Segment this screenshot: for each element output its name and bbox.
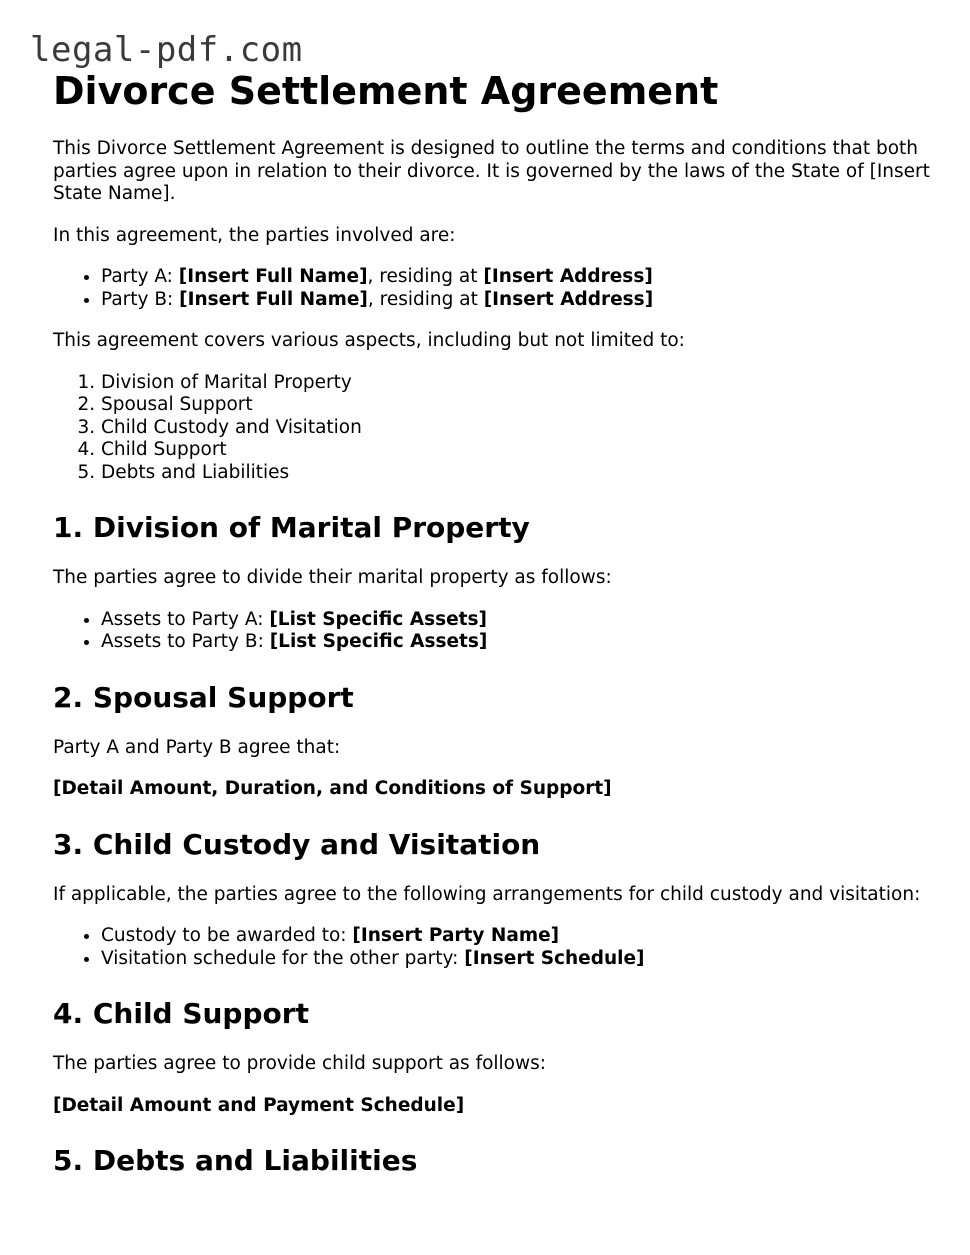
- item-label: Assets to Party A:: [101, 608, 270, 630]
- list-item: 4. Child Support: [101, 439, 933, 462]
- parties-list: [53, 266, 933, 311]
- item-value: [List Specific Assets]: [269, 631, 488, 652]
- section-heading-spousal: 2. Spousal Support: [53, 680, 354, 714]
- child-support-detail: [Detail Amount and Payment Schedule]: [53, 1094, 465, 1116]
- item-label: Visitation schedule for the other party:: [101, 947, 465, 969]
- item-value: [Insert Party Name]: [352, 925, 560, 946]
- party-mid: , residing at: [367, 288, 484, 310]
- custody-list: [53, 925, 933, 970]
- section-heading-debts: 5. Debts and Liabilities: [53, 1144, 418, 1177]
- property-list: [53, 609, 933, 654]
- list-item: 1. Division of Marital Property: [101, 372, 933, 395]
- watermark: legal-pdf.com: [30, 30, 303, 70]
- document: [53, 68, 933, 1200]
- party-address: [Insert Address]: [483, 266, 653, 287]
- section-heading-child-support: 4. Child Support: [53, 997, 309, 1030]
- spousal-detail: [Detail Amount, Duration, and Conditions of Support]: [53, 778, 612, 799]
- party-prefix: Party B:: [101, 288, 180, 310]
- section-heading-custody: 3. Child Custody and Visitation: [53, 827, 541, 861]
- section-heading-property: 1. Division of Marital Property: [53, 511, 530, 544]
- list-item: [101, 289, 933, 312]
- list-item: [101, 609, 933, 632]
- document-title: Divorce Settlement Agreement: [53, 69, 719, 113]
- item-value: [List Specific Assets]: [269, 608, 487, 630]
- parties-lead: In this agreement, the parties involved are:: [53, 224, 456, 246]
- covers-lead: This agreement covers various aspects, including but not limited to:: [53, 330, 685, 351]
- property-lead: The parties agree to divide their marital property as follows:: [53, 567, 612, 588]
- party-mid: , residing at: [367, 266, 484, 287]
- list-item: 3. Child Custody and Visitation: [101, 417, 933, 440]
- spousal-lead: Party A and Party B agree that:: [53, 736, 341, 758]
- party-name: [Insert Full Name]: [178, 266, 368, 287]
- item-label: Custody to be awarded to:: [101, 925, 353, 946]
- list-item: [101, 266, 933, 289]
- party-name: [Insert Full Name]: [179, 288, 368, 310]
- list-item: [101, 631, 933, 654]
- party-prefix: Party A:: [101, 266, 179, 287]
- intro-paragraph: This Divorce Settlement Agreement is designed to outline the terms and conditions that both parties agree upon in relation to their divorce. It is governed by the laws of the State of [Insert State Name].: [53, 138, 930, 204]
- custody-lead: If applicable, the parties agree to the following arrangements for child custody and visitation:: [53, 883, 921, 905]
- list-item: 5. Debts and Liabilities: [101, 462, 933, 485]
- covers-list: [53, 372, 933, 485]
- item-value: [Insert Schedule]: [464, 947, 645, 969]
- party-address: [Insert Address]: [483, 288, 654, 310]
- list-item: [101, 925, 933, 948]
- child-support-lead: The parties agree to provide child support as follows:: [53, 1053, 546, 1074]
- list-item: 2. Spousal Support: [101, 394, 933, 417]
- list-item: [101, 948, 933, 971]
- item-label: Assets to Party B:: [101, 631, 270, 652]
